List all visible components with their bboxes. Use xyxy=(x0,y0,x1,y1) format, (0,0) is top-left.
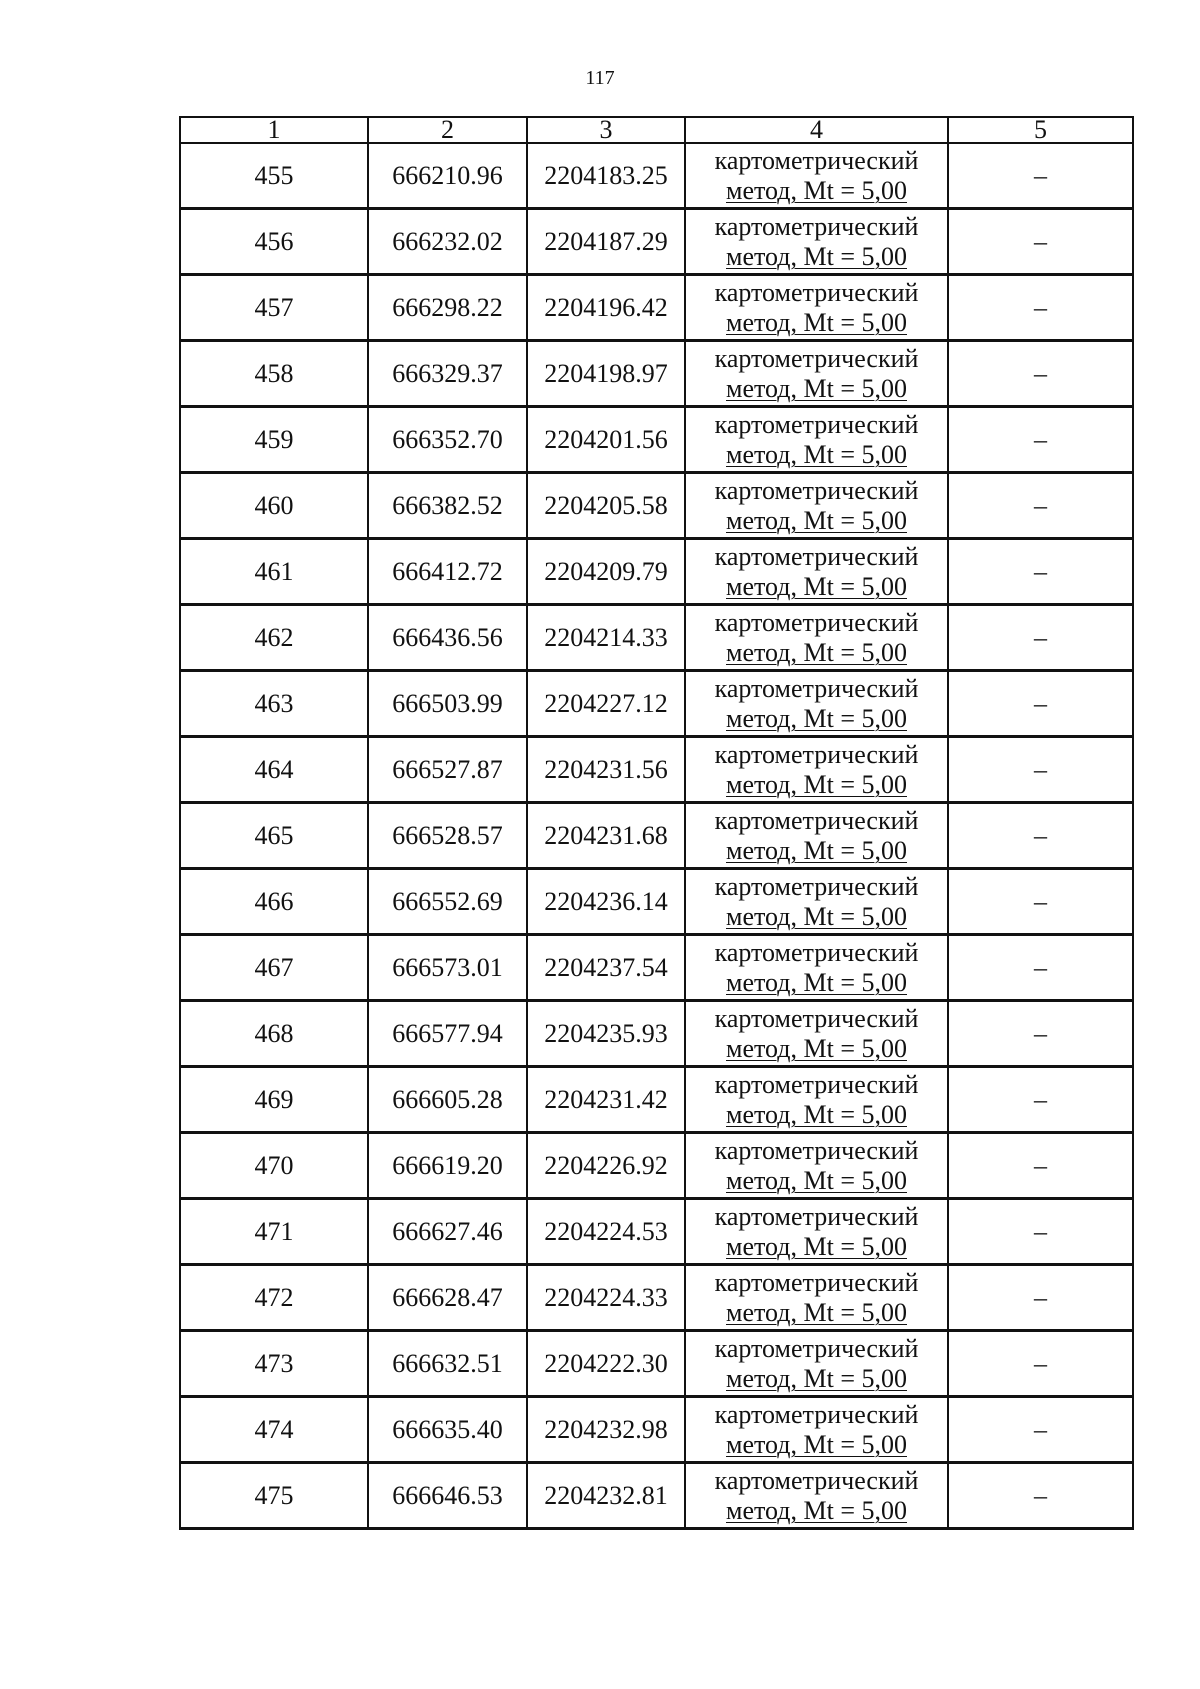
note-cell: – xyxy=(948,407,1133,473)
y-coordinate-cell: 2204236.14 xyxy=(527,869,685,935)
method-cell xyxy=(685,605,948,671)
column-header-2: 2 xyxy=(368,117,527,143)
method-line-1: картометрический xyxy=(714,277,919,307)
method-line-2: метод, Mt = 5,00 xyxy=(726,901,907,931)
x-coordinate-cell: 666352.70 xyxy=(368,407,527,473)
x-coordinate-cell: 666232.02 xyxy=(368,209,527,275)
x-coordinate-cell: 666605.28 xyxy=(368,1067,527,1133)
x-coordinate-cell: 666628.47 xyxy=(368,1265,527,1331)
y-coordinate-cell: 2204214.33 xyxy=(527,605,685,671)
method-line-1: картометрический xyxy=(714,871,919,901)
y-coordinate-cell: 2204231.42 xyxy=(527,1067,685,1133)
method-line-2: метод, Mt = 5,00 xyxy=(726,769,907,799)
x-coordinate-cell: 666329.37 xyxy=(368,341,527,407)
method-line-1: картометрический xyxy=(714,937,919,967)
x-coordinate-cell: 666635.40 xyxy=(368,1397,527,1463)
y-coordinate-cell: 2204235.93 xyxy=(527,1001,685,1067)
point-number-cell: 458 xyxy=(180,341,368,407)
y-coordinate-cell: 2204232.81 xyxy=(527,1463,685,1529)
table-row xyxy=(180,1265,1133,1331)
y-coordinate-cell: 2204231.68 xyxy=(527,803,685,869)
method-line-2: метод, Mt = 5,00 xyxy=(726,241,907,271)
method-line-1: картометрический xyxy=(714,409,919,439)
point-number-cell: 466 xyxy=(180,869,368,935)
method-cell xyxy=(685,1067,948,1133)
x-coordinate-cell: 666627.46 xyxy=(368,1199,527,1265)
table-row xyxy=(180,473,1133,539)
y-coordinate-cell: 2204226.92 xyxy=(527,1133,685,1199)
note-cell: – xyxy=(948,1397,1133,1463)
y-coordinate-cell: 2204231.56 xyxy=(527,737,685,803)
method-cell xyxy=(685,1265,948,1331)
x-coordinate-cell: 666503.99 xyxy=(368,671,527,737)
point-number-cell: 469 xyxy=(180,1067,368,1133)
method-line-2: метод, Mt = 5,00 xyxy=(726,1495,907,1525)
y-coordinate-cell: 2204227.12 xyxy=(527,671,685,737)
method-cell xyxy=(685,341,948,407)
method-line-1: картометрический xyxy=(714,805,919,835)
x-coordinate-cell: 666298.22 xyxy=(368,275,527,341)
column-header-4: 4 xyxy=(685,117,948,143)
table-row xyxy=(180,275,1133,341)
method-line-1: картометрический xyxy=(714,1267,919,1297)
x-coordinate-cell: 666577.94 xyxy=(368,1001,527,1067)
column-header-5: 5 xyxy=(948,117,1133,143)
y-coordinate-cell: 2204196.42 xyxy=(527,275,685,341)
x-coordinate-cell: 666573.01 xyxy=(368,935,527,1001)
x-coordinate-cell: 666527.87 xyxy=(368,737,527,803)
point-number-cell: 465 xyxy=(180,803,368,869)
method-line-1: картометрический xyxy=(714,1465,919,1495)
point-number-cell: 468 xyxy=(180,1001,368,1067)
note-cell: – xyxy=(948,1133,1133,1199)
y-coordinate-cell: 2204183.25 xyxy=(527,143,685,209)
y-coordinate-cell: 2204222.30 xyxy=(527,1331,685,1397)
table-row xyxy=(180,407,1133,473)
table-row xyxy=(180,341,1133,407)
y-coordinate-cell: 2204187.29 xyxy=(527,209,685,275)
note-cell: – xyxy=(948,209,1133,275)
point-number-cell: 470 xyxy=(180,1133,368,1199)
method-line-2: метод, Mt = 5,00 xyxy=(726,571,907,601)
table-row xyxy=(180,1133,1133,1199)
method-line-2: метод, Mt = 5,00 xyxy=(726,1363,907,1393)
y-coordinate-cell: 2204201.56 xyxy=(527,407,685,473)
table-body xyxy=(180,143,1133,1529)
method-line-2: метод, Mt = 5,00 xyxy=(726,1033,907,1063)
point-number-cell: 456 xyxy=(180,209,368,275)
point-number-cell: 474 xyxy=(180,1397,368,1463)
note-cell: – xyxy=(948,1265,1133,1331)
point-number-cell: 464 xyxy=(180,737,368,803)
note-cell: – xyxy=(948,1331,1133,1397)
note-cell: – xyxy=(948,539,1133,605)
method-line-2: метод, Mt = 5,00 xyxy=(726,1429,907,1459)
note-cell: – xyxy=(948,803,1133,869)
note-cell: – xyxy=(948,341,1133,407)
y-coordinate-cell: 2204198.97 xyxy=(527,341,685,407)
table-row xyxy=(180,209,1133,275)
point-number-cell: 475 xyxy=(180,1463,368,1529)
table-row xyxy=(180,143,1133,209)
coordinates-table xyxy=(179,116,1134,1530)
table-row xyxy=(180,1067,1133,1133)
method-line-1: картометрический xyxy=(714,475,919,505)
method-line-1: картометрический xyxy=(714,1201,919,1231)
x-coordinate-cell: 666412.72 xyxy=(368,539,527,605)
point-number-cell: 455 xyxy=(180,143,368,209)
method-line-2: метод, Mt = 5,00 xyxy=(726,1099,907,1129)
method-line-1: картометрический xyxy=(714,541,919,571)
table-row xyxy=(180,737,1133,803)
column-header-3: 3 xyxy=(527,117,685,143)
method-cell xyxy=(685,671,948,737)
point-number-cell: 471 xyxy=(180,1199,368,1265)
method-line-2: метод, Mt = 5,00 xyxy=(726,175,907,205)
method-line-1: картометрический xyxy=(714,1003,919,1033)
x-coordinate-cell: 666646.53 xyxy=(368,1463,527,1529)
method-line-1: картометрический xyxy=(714,1135,919,1165)
column-header-1: 1 xyxy=(180,117,368,143)
method-cell xyxy=(685,803,948,869)
method-cell xyxy=(685,1133,948,1199)
method-line-2: метод, Mt = 5,00 xyxy=(726,703,907,733)
y-coordinate-cell: 2204209.79 xyxy=(527,539,685,605)
table-row xyxy=(180,1463,1133,1529)
x-coordinate-cell: 666632.51 xyxy=(368,1331,527,1397)
method-cell xyxy=(685,737,948,803)
note-cell: – xyxy=(948,473,1133,539)
table-row xyxy=(180,1331,1133,1397)
point-number-cell: 463 xyxy=(180,671,368,737)
method-cell xyxy=(685,869,948,935)
page-number: 117 xyxy=(585,67,615,89)
table-header-row xyxy=(180,117,1133,143)
x-coordinate-cell: 666552.69 xyxy=(368,869,527,935)
table-row xyxy=(180,1199,1133,1265)
point-number-cell: 457 xyxy=(180,275,368,341)
note-cell: – xyxy=(948,275,1133,341)
x-coordinate-cell: 666528.57 xyxy=(368,803,527,869)
point-number-cell: 462 xyxy=(180,605,368,671)
point-number-cell: 459 xyxy=(180,407,368,473)
note-cell: – xyxy=(948,1199,1133,1265)
method-line-1: картометрический xyxy=(714,1069,919,1099)
note-cell: – xyxy=(948,737,1133,803)
table-row xyxy=(180,605,1133,671)
method-line-1: картометрический xyxy=(714,607,919,637)
method-line-2: метод, Mt = 5,00 xyxy=(726,1165,907,1195)
method-line-1: картометрический xyxy=(714,145,919,175)
point-number-cell: 460 xyxy=(180,473,368,539)
y-coordinate-cell: 2204205.58 xyxy=(527,473,685,539)
x-coordinate-cell: 666382.52 xyxy=(368,473,527,539)
method-line-1: картометрический xyxy=(714,1333,919,1363)
method-line-2: метод, Mt = 5,00 xyxy=(726,439,907,469)
method-line-2: метод, Mt = 5,00 xyxy=(726,967,907,997)
method-line-1: картометрический xyxy=(714,739,919,769)
method-line-2: метод, Mt = 5,00 xyxy=(726,307,907,337)
x-coordinate-cell: 666210.96 xyxy=(368,143,527,209)
method-cell xyxy=(685,407,948,473)
method-line-2: метод, Mt = 5,00 xyxy=(726,1231,907,1261)
method-cell xyxy=(685,1397,948,1463)
method-line-1: картометрический xyxy=(714,343,919,373)
table-row xyxy=(180,869,1133,935)
method-line-2: метод, Mt = 5,00 xyxy=(726,835,907,865)
table-row xyxy=(180,803,1133,869)
point-number-cell: 473 xyxy=(180,1331,368,1397)
note-cell: – xyxy=(948,1067,1133,1133)
method-line-1: картометрический xyxy=(714,673,919,703)
note-cell: – xyxy=(948,869,1133,935)
point-number-cell: 467 xyxy=(180,935,368,1001)
method-cell xyxy=(685,143,948,209)
method-line-2: метод, Mt = 5,00 xyxy=(726,373,907,403)
table-row xyxy=(180,1001,1133,1067)
y-coordinate-cell: 2204224.33 xyxy=(527,1265,685,1331)
method-line-2: метод, Mt = 5,00 xyxy=(726,637,907,667)
method-line-1: картометрический xyxy=(714,211,919,241)
note-cell: – xyxy=(948,143,1133,209)
table-row xyxy=(180,1397,1133,1463)
method-line-1: картометрический xyxy=(714,1399,919,1429)
method-line-2: метод, Mt = 5,00 xyxy=(726,505,907,535)
method-cell xyxy=(685,1001,948,1067)
point-number-cell: 461 xyxy=(180,539,368,605)
note-cell: – xyxy=(948,935,1133,1001)
method-cell xyxy=(685,1331,948,1397)
method-cell xyxy=(685,1199,948,1265)
table-row xyxy=(180,539,1133,605)
y-coordinate-cell: 2204237.54 xyxy=(527,935,685,1001)
method-cell xyxy=(685,275,948,341)
point-number-cell: 472 xyxy=(180,1265,368,1331)
method-cell xyxy=(685,473,948,539)
method-line-2: метод, Mt = 5,00 xyxy=(726,1297,907,1327)
y-coordinate-cell: 2204232.98 xyxy=(527,1397,685,1463)
note-cell: – xyxy=(948,1463,1133,1529)
y-coordinate-cell: 2204224.53 xyxy=(527,1199,685,1265)
x-coordinate-cell: 666619.20 xyxy=(368,1133,527,1199)
note-cell: – xyxy=(948,605,1133,671)
x-coordinate-cell: 666436.56 xyxy=(368,605,527,671)
table-row xyxy=(180,935,1133,1001)
method-cell xyxy=(685,1463,948,1529)
note-cell: – xyxy=(948,1001,1133,1067)
method-cell xyxy=(685,539,948,605)
method-cell xyxy=(685,209,948,275)
table-row xyxy=(180,671,1133,737)
method-cell xyxy=(685,935,948,1001)
note-cell: – xyxy=(948,671,1133,737)
